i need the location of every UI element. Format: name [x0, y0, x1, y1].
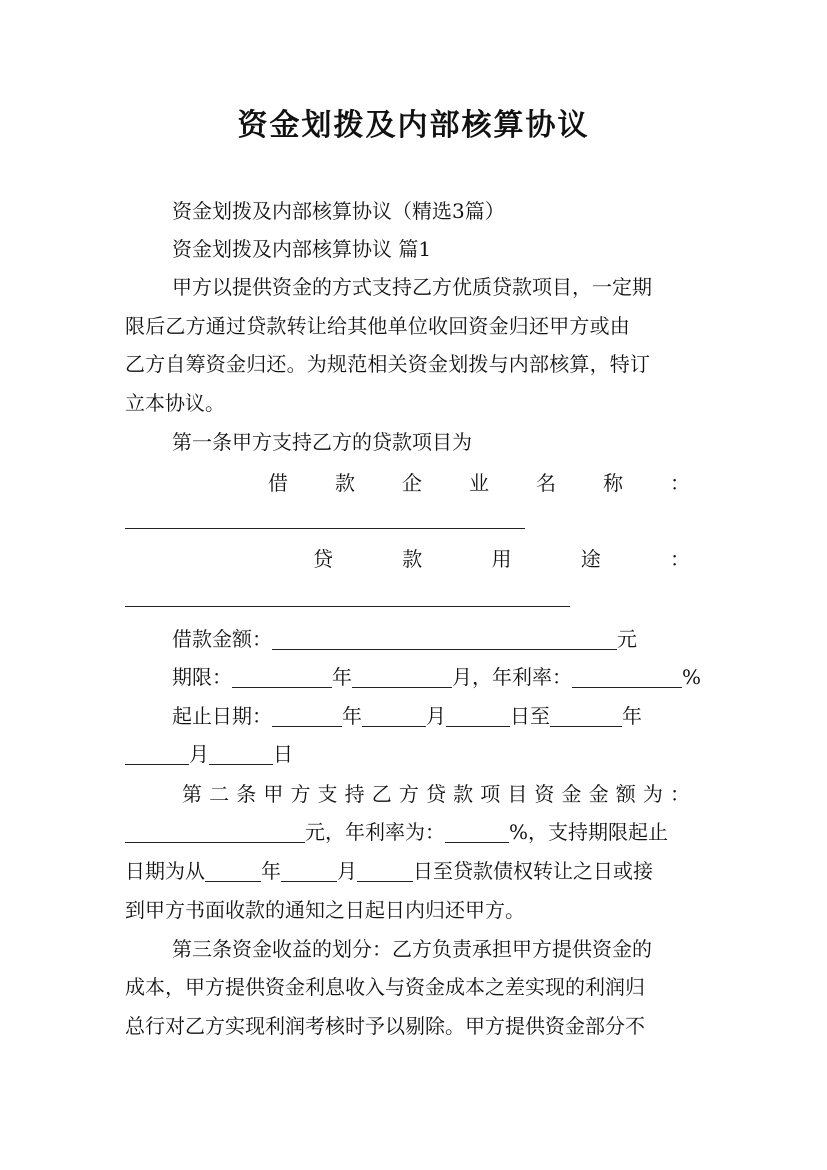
article-3-line: 成本，甲方提供资金利息收入与资金成本之差实现的利润归: [125, 975, 645, 999]
rate-blank: [572, 665, 682, 688]
date-range-line: 起止日期： 年 月 日至 年: [172, 704, 642, 728]
article-2-line: 第 二 条 甲 方 支 持 乙 方 贷 款 项 目 资 金 金 额 为 ：: [182, 782, 690, 806]
amount-blank: [272, 627, 617, 650]
paragraph-line: 限后乙方通过贷款转让给其他单位收回资金归还甲方或由: [125, 314, 630, 338]
from-year-blank: [205, 859, 261, 882]
paragraph-line: 立本协议。: [125, 391, 225, 415]
borrower-name-blank: [125, 528, 525, 529]
loan-amount-line: 借款金额： 元: [172, 627, 637, 651]
borrower-name-label: 借 款 企 业 名 称 ：: [268, 471, 690, 495]
month-blank: [352, 665, 452, 688]
annual-rate-blank: [445, 820, 509, 843]
end-month-blank: [125, 742, 189, 765]
from-month-blank: [281, 859, 337, 882]
article-2-line: 到甲方书面收款的通知之日起日内归还甲方。: [125, 898, 525, 922]
end-day-blank: [209, 742, 273, 765]
loan-purpose-label: 贷 款 用 途 ：: [313, 547, 690, 571]
article-3-line: 第三条资金收益的划分：乙方负责承担甲方提供资金的: [172, 937, 652, 961]
article-2-line: 元，年利率为： %，支持期限起止: [125, 817, 702, 847]
start-month-blank: [362, 704, 426, 727]
date-range-line-cont: 月 日: [125, 739, 702, 769]
article-2-line: 日期为从 年 月 日至贷款债权转让之日或接: [125, 859, 653, 883]
article-3-line: 总行对乙方实现利润考核时予以剔除。甲方提供资金部分不: [125, 1014, 645, 1038]
subtitle-line: 资金划拨及内部核算协议（精选3篇）: [172, 199, 505, 223]
article-1-heading: 第一条甲方支持乙方的贷款项目为: [172, 430, 472, 454]
year-blank: [232, 665, 332, 688]
page-title: 资金划拨及内部核算协议: [237, 108, 590, 143]
end-year-blank: [550, 704, 622, 727]
funding-amount-blank: [125, 820, 305, 843]
section-heading: 资金划拨及内部核算协议 篇1: [172, 237, 432, 261]
paragraph-line: [172, 272, 702, 302]
loan-purpose-blank: [125, 606, 570, 607]
term-line: 期限： 年 月，年利率： %: [172, 665, 702, 689]
paragraph-line: 乙方自筹资金归还。为规范相关资金划拨与内部核算，特订: [125, 352, 651, 376]
from-day-blank: [357, 859, 413, 882]
start-day-blank: [446, 704, 510, 727]
start-year-blank: [272, 704, 342, 727]
paragraph-text: 甲方以提供资金的方式支持乙方优质贷款项目，一定期: [172, 275, 652, 299]
